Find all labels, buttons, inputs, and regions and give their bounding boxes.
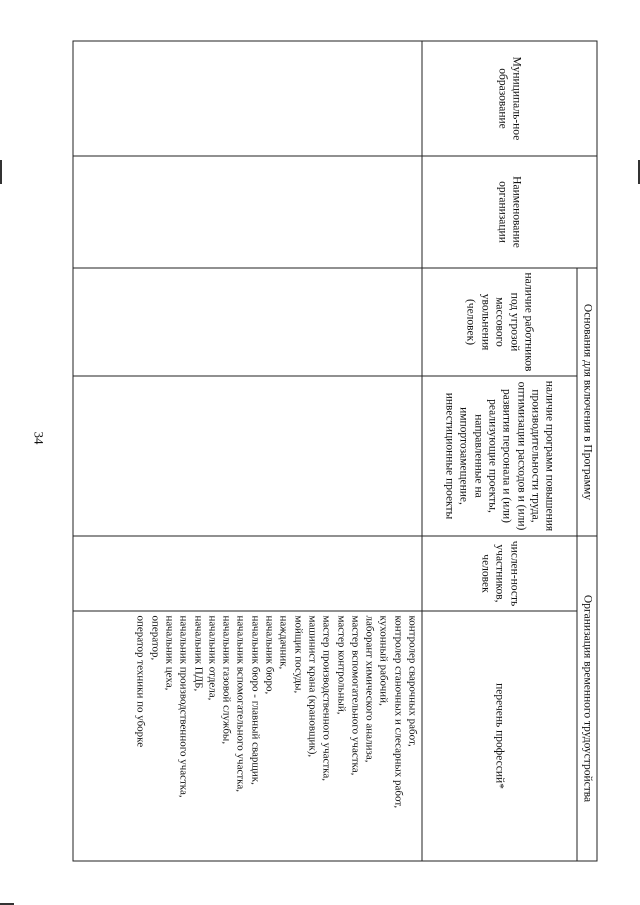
profession-item: начальник цеха, [162,615,175,690]
profession-item: мастер контрольный, [334,615,347,714]
profession-item: оператор техники по уборке [134,615,147,747]
header-participant-count: числен-ность участников, человек [422,536,577,611]
profession-item: мастер вспомогательного участка, [348,615,361,775]
profession-item: начальник газовой службы, [220,615,233,744]
profession-item: кухонный рабочий, [377,615,390,706]
header-temp-employment-group: Организация временного трудоустройства [577,536,597,861]
program-table [72,40,597,861]
page-number: 34 [31,431,47,445]
profession-item: начальник бюро, [263,615,276,694]
table-frame [72,40,597,860]
header-org-name: Наименование организации [422,156,597,268]
cell-count [73,536,422,611]
profession-item: контролер сварочных работ, [406,615,418,747]
header-profession-list: перечень профессий* [422,611,577,861]
profession-item: начальник ПДБ, [191,615,204,691]
cell-municipality [73,41,422,156]
profession-item: машинист крана (крановщик), [305,615,318,757]
profession-item: наждачник, [277,615,290,669]
profession-item: мастер производственного участка, [320,615,333,781]
profession-list [133,615,419,856]
table-row [73,41,422,861]
scan-edge-mark-left [0,160,2,184]
profession-item: контролер станочных и слесарных работ, [391,615,404,808]
header-threat-of-layoff: наличие работников под угрозой массового увольнения (человек) [422,268,577,376]
profession-item: лаборант химического анализа, [363,615,376,762]
profession-item: начальник бюро - главный сварщик, [248,615,261,785]
profession-item: начальник производственного участка, [177,615,190,798]
cell-threat [73,268,422,376]
header-programs: наличие программ повышения производительности труда, оптимизации расходов и (или) развития персонала и (или) реализующие проекты, направленные на импортозамещение, инвестиционные проекты [422,376,577,536]
profession-item: мойщик посуды, [291,615,304,693]
profession-item: оператор, [148,615,161,660]
cell-org-name [73,156,422,268]
header-municipality: Муниципаль-ное образование [422,41,597,156]
cell-professions [73,611,422,861]
cell-programs [73,376,422,536]
profession-item: начальник вспомогательного участка, [234,615,247,792]
header-basis-group: Основания для включения в Программу [577,268,597,536]
profession-item: начальник отдела, [205,615,218,700]
